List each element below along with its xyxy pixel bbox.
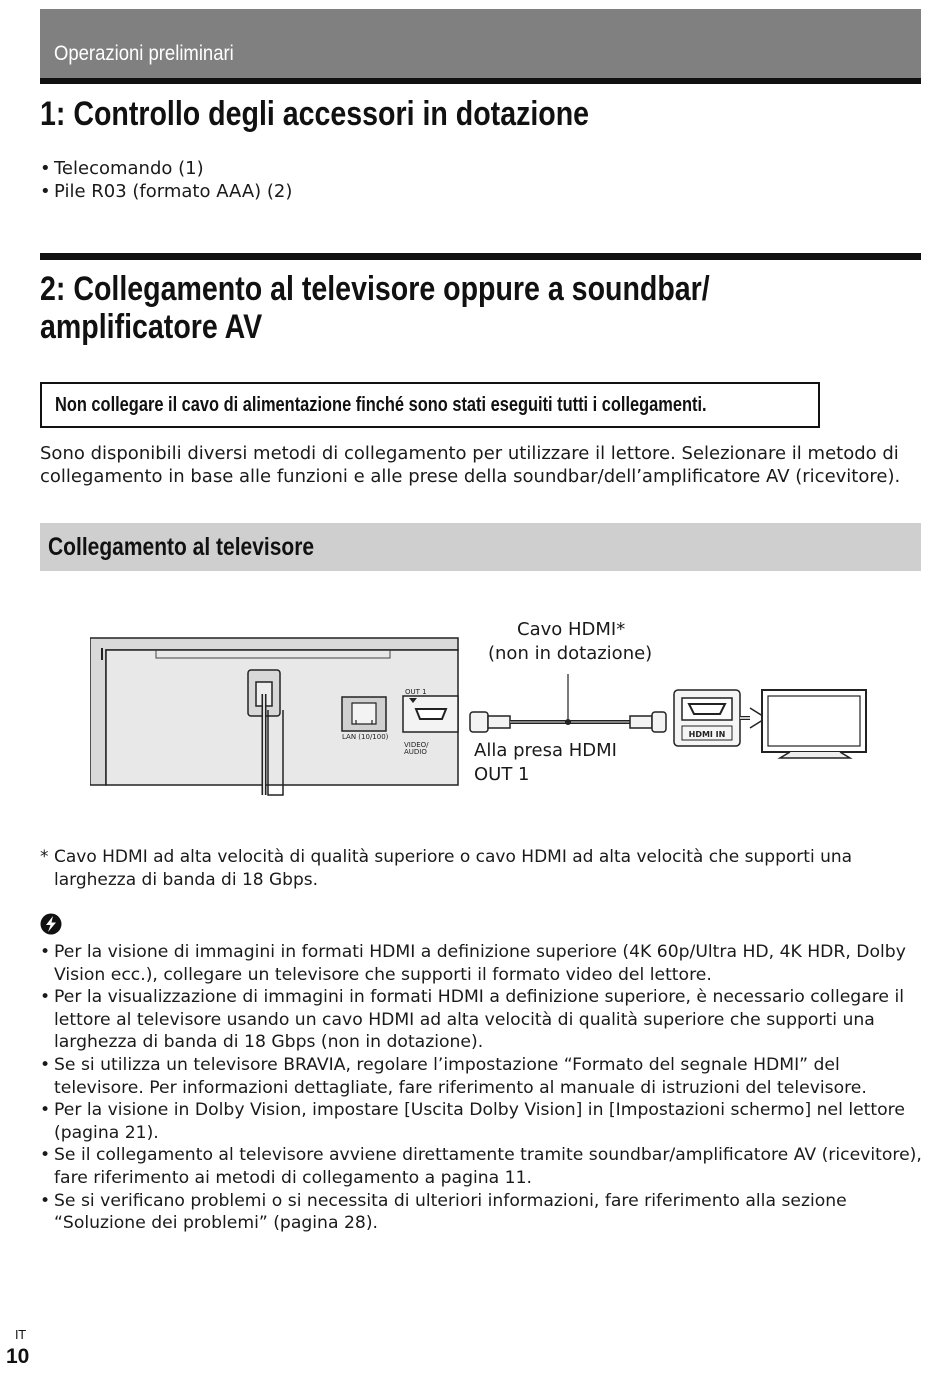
accessories-list: [40, 157, 640, 203]
footnote-mark: *: [40, 847, 49, 867]
section-header-rule: [40, 78, 921, 84]
tv-icon: [762, 690, 866, 758]
footnote: [40, 846, 920, 892]
note-item: [40, 1054, 920, 1099]
note-line: • Per la visualizzazione di immagini in formati HDMI a definizione superiore, è necessario collegare il: [54, 987, 905, 1008]
video-audio-label: VIDEO/: [404, 741, 429, 749]
note-line: • Se si verificano problemi o si necessita di ulteriori informazioni, fare riferimento alla sezione: [54, 1190, 847, 1211]
note-line: (pagina 21).: [54, 1122, 159, 1143]
step2-title-line2: amplificatore AV: [40, 308, 263, 346]
note-line: Vision ecc.), collegare un televisore che supporti il formato video del lettore.: [54, 964, 712, 985]
intro-paragraph: [40, 442, 930, 488]
page-number: 10: [6, 1345, 30, 1368]
list-item: • Telecomando (1): [40, 157, 640, 180]
port-label: Alla presa HDMI: [474, 740, 617, 761]
note-item: [40, 941, 920, 986]
note-item: [40, 1099, 920, 1144]
step1-title: 1: Controllo degli accessori in dotazione: [40, 95, 590, 133]
step2-rule: [40, 253, 921, 260]
lan-label: LAN (10/100): [342, 733, 389, 741]
note-item: [40, 1190, 920, 1235]
note-line: lettore al televisore usando un cavo HDMI ad alta velocità di qualità superiore che supporti una: [54, 1009, 875, 1030]
subsection-title: Collegamento al televisore: [48, 533, 315, 561]
intro-line: collegamento in base alle funzioni e alle prese della soundbar/dell’amplificatore AV (ricevitore).: [40, 466, 901, 487]
cable-label-note: (non in dotazione): [488, 643, 653, 664]
note-line: televisore. Per informazioni dettagliate, fare riferimento al manuale di istruzioni del televisore.: [54, 1077, 867, 1098]
hdmi-cable: [470, 674, 666, 732]
note-line: larghezza di banda di 18 Gbps (non in dotazione).: [54, 1032, 484, 1053]
note-line: • Per la visione di immagini in formati HDMI a definizione superiore (4K 60p/Ultra HD, 4K HDR, Dolby: [54, 942, 906, 962]
hdmi-in-label: HDMI IN: [688, 730, 726, 739]
player-rear-panel: [90, 638, 458, 795]
notes-list: [40, 941, 920, 1235]
page-language: IT: [15, 1328, 26, 1342]
note-line: • Se si utilizza un televisore BRAVIA, regolare l’impostazione “Formato del segnale HDMI” del: [54, 1054, 840, 1075]
footnote-text: [40, 846, 920, 892]
footnote-line: Cavo HDMI ad alta velocità di qualità superiore o cavo HDMI ad alta velocità che supporti una: [54, 847, 853, 867]
note-line: • Se il collegamento al televisore avviene direttamente tramite soundbar/amplificatore AV (ricevitore),: [54, 1145, 922, 1166]
cable-label: Cavo HDMI*: [517, 619, 626, 640]
out-label: OUT 1: [405, 688, 427, 696]
step2-title-line1: 2: Collegamento al televisore oppure a soundbar/: [40, 270, 710, 308]
footnote-line: larghezza di banda di 18 Gbps.: [54, 870, 319, 890]
intro-line: Sono disponibili diversi metodi di collegamento per utilizzare il lettore. Selezionare il metodo di: [40, 443, 899, 464]
port-label-out: OUT 1: [474, 764, 530, 785]
note-item: [40, 1144, 920, 1189]
note-line: • Per la visione in Dolby Vision, impostare [Uscita Dolby Vision] in [Impostazioni schermo] nel lettore: [54, 1100, 905, 1121]
note-line: “Soluzione dei problemi” (pagina 28).: [54, 1213, 378, 1234]
note-item: [40, 986, 920, 1054]
lightning-tip-icon: [40, 913, 62, 935]
video-audio-label: AUDIO: [404, 748, 427, 756]
warning-text: Non collegare il cavo di alimentazione finché sono stati eseguiti tutti i collegamenti.: [55, 394, 707, 416]
note-line: fare riferimento ai metodi di collegamento a pagina 11.: [54, 1167, 532, 1188]
list-item: • Pile R03 (formato AAA) (2): [40, 180, 640, 203]
section-title: Operazioni preliminari: [54, 42, 234, 65]
